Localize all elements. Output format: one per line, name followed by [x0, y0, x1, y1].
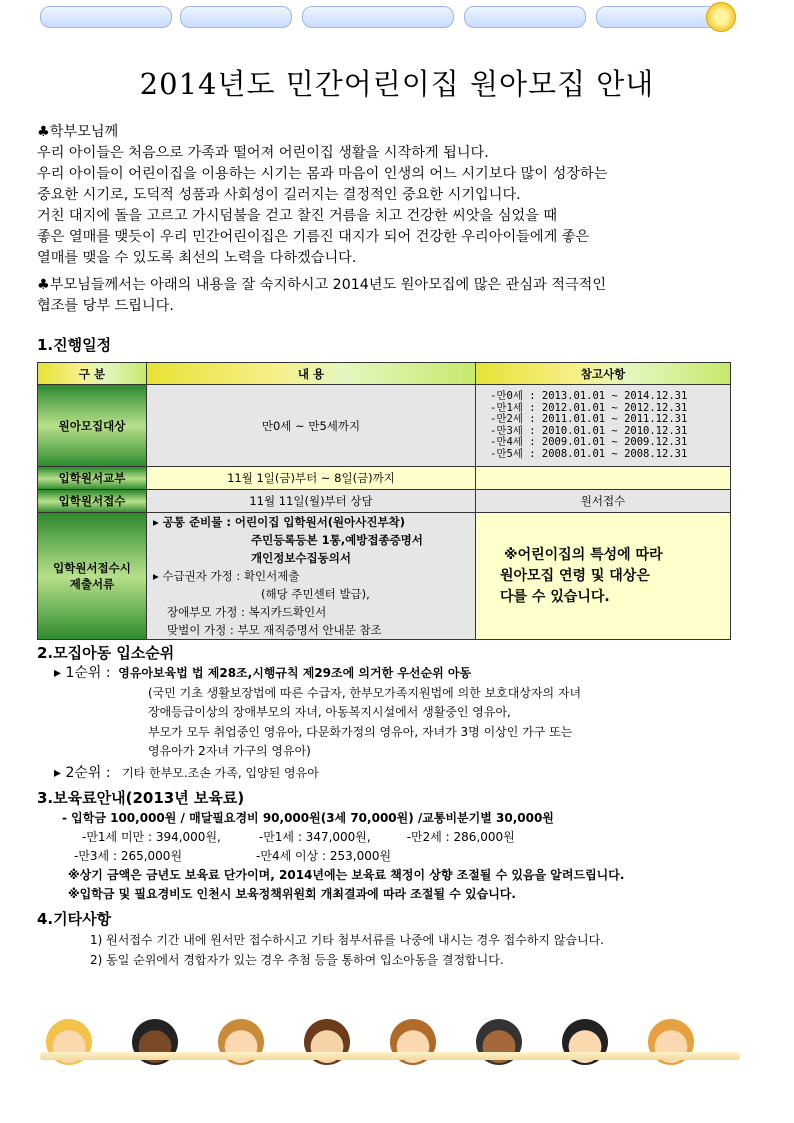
children-border-bar: [40, 1052, 740, 1060]
section-1-title: 1.진행일정: [37, 336, 112, 354]
priority-list: ▸ 1순위 : 영유아보육법 법 제28조,시행규칙 제29조에 의거한 우선순위 아동 (국민 기초 생활보장법에 따른 수급자, 한부모가족지원법에 의한 보호대상자의 자녀 장애등급이상의 장애부모의 자녀, 아동복지시설에서 생활중인 영유아, 부모가 모두 취업중인 영유아, 다문화가정의 영유아, 자녀가 3명 이상인 가구 또는 영유아가 2자녀 가구의 영유아) ▸ 2순위 : 기타 한부모.조손 가족, 입양된 영유아: [54, 665, 582, 781]
section-4-title: 4.기타사항: [37, 910, 112, 928]
table-row: 원아모집대상 만0세 ~ 만5세까지 -만0세 : 2013.01.01 ~ 2014.12.31 -만1세 : 2012.01.01 ~ 2012.12.31 -만2세 : 2011.01.01 ~ 2011.12.31 -만3세 : 2010.01.01 ~ 2010.12.31 -만4세 : 2009.01.01 ~ 2009.12.31 -만5세 : 2008.01.01 ~ 2008.12.31: [38, 385, 731, 467]
cloud-border-decoration: [40, 6, 745, 28]
intro-text: ♣학부모님께 우리 아이들은 처음으로 가족과 떨어져 어린이집 생활을 시작하게 됩니다. 우리 아이들이 어린이집을 이용하는 시기는 몸과 마음이 인생의 어느 시기보다 많이 성장하는 중요한 시기로, 도덕적 성품과 사회성이 길러지는 결정적인 중요한 시기입니다. 거친 대지에 돌을 고르고 가시덤불을 걷고 찰진 거름을 치고 건강한 씨앗을 심었을 때 좋은 열매를 맺듯이 우리 민간어린이집은 기름진 대지가 되어 건강한 우리아이들에게 좋은 열매를 맺을 수 있도록 최선의 노력을 다하겠습니다. ♣부모님들께서는 아래의 내용을 잘 숙지하시고 2014년도 원아모집에 많은 관심과 적극적인 협조를 당부 드립니다.: [37, 124, 608, 314]
page-title: 2014년도 민간어린이집 원아모집 안내: [139, 67, 655, 101]
section-2-title: 2.모집아동 입소순위: [37, 644, 175, 662]
misc-list: 1) 원서접수 기간 내에 원서만 접수하시고 기타 첨부서류를 나중에 내시는 경우 접수하지 않습니다. 2) 동일 순위에서 경합자가 있는 경우 추첨 등을 통하여 입소아동을 결정합니다.: [90, 933, 604, 967]
fee-info: - 입학금 100,000원 / 매달필요경비 90,000원(3세 70,000원) /교통비분기별 30,000원 -만1세 미만 : 394,000원, -만1세 : 347,000원, -만2세 : 286,000원 -만3세 : 265,000원 -만4세 이상 : 253,000원 ※상기 금액은 금년도 보육료 단가이며, 2014년에는 보육료 책정이 상향 조절될 수 있음을 알려드립니다. ※입학금 및 필요경비도 인천시 보육정책위원회 개최결과에 따라 조절될 수 있습니다.: [62, 811, 625, 901]
schedule-table: 구 분 내 용 참고사항 원아모집대상 만0세 ~ 만5세까지 -만0세 : 2013.01.01 ~ 2014.12.31 -만1세 : 2012.01.01 ~ 2012.12.31 -만2세 : 2011.01.01 ~ 2011.12.31 -만3세 : 2010.01.01 ~ 2010.12.31 -만4세 : 2009.01.01 ~ 2009.12.31 -만5세 : 2008.01.01 ~ 2008.12.31 입학원서교부 11월 1일(금)부터 ~ 8일(금)까지 입학원서접수 11월 11일(월)부터 상담 원서접수 입학원서접수시 제출서류 ▸ 공통 준비물 : 어린이집 입학원서(원아사진부착) 주민등록등본 1통,예방접종증명서 개인정보수집동의서 ▸ 수급권자 가정 : 확인서제출 (해당 주민센터 발급), 장애부모 가정 : 복지카드확인서 맞벌이 가정 : 부모 재직증명서 안내문 참조 ※어린이집의 특성에 따라 원아모집 연령 및 대상은 다를 수 있습니다.: [37, 362, 731, 640]
table-row: 입학원서접수시 제출서류 ▸ 공통 준비물 : 어린이집 입학원서(원아사진부착) 주민등록등본 1통,예방접종증명서 개인정보수집동의서 ▸ 수급권자 가정 : 확인서제출 (해당 주민센터 발급), 장애부모 가정 : 복지카드확인서 맞벌이 가정 : 부모 재직증명서 안내문 참조 ※어린이집의 특성에 따라 원아모집 연령 및 대상은 다를 수 있습니다.: [38, 513, 731, 640]
table-row: 입학원서교부 11월 1일(금)부터 ~ 8일(금)까지: [38, 467, 731, 490]
sun-icon: [706, 2, 736, 32]
section-3-title: 3.보육료안내(2013년 보육료): [37, 789, 245, 807]
table-row: 입학원서접수 11월 11일(월)부터 상담 원서접수: [38, 490, 731, 513]
